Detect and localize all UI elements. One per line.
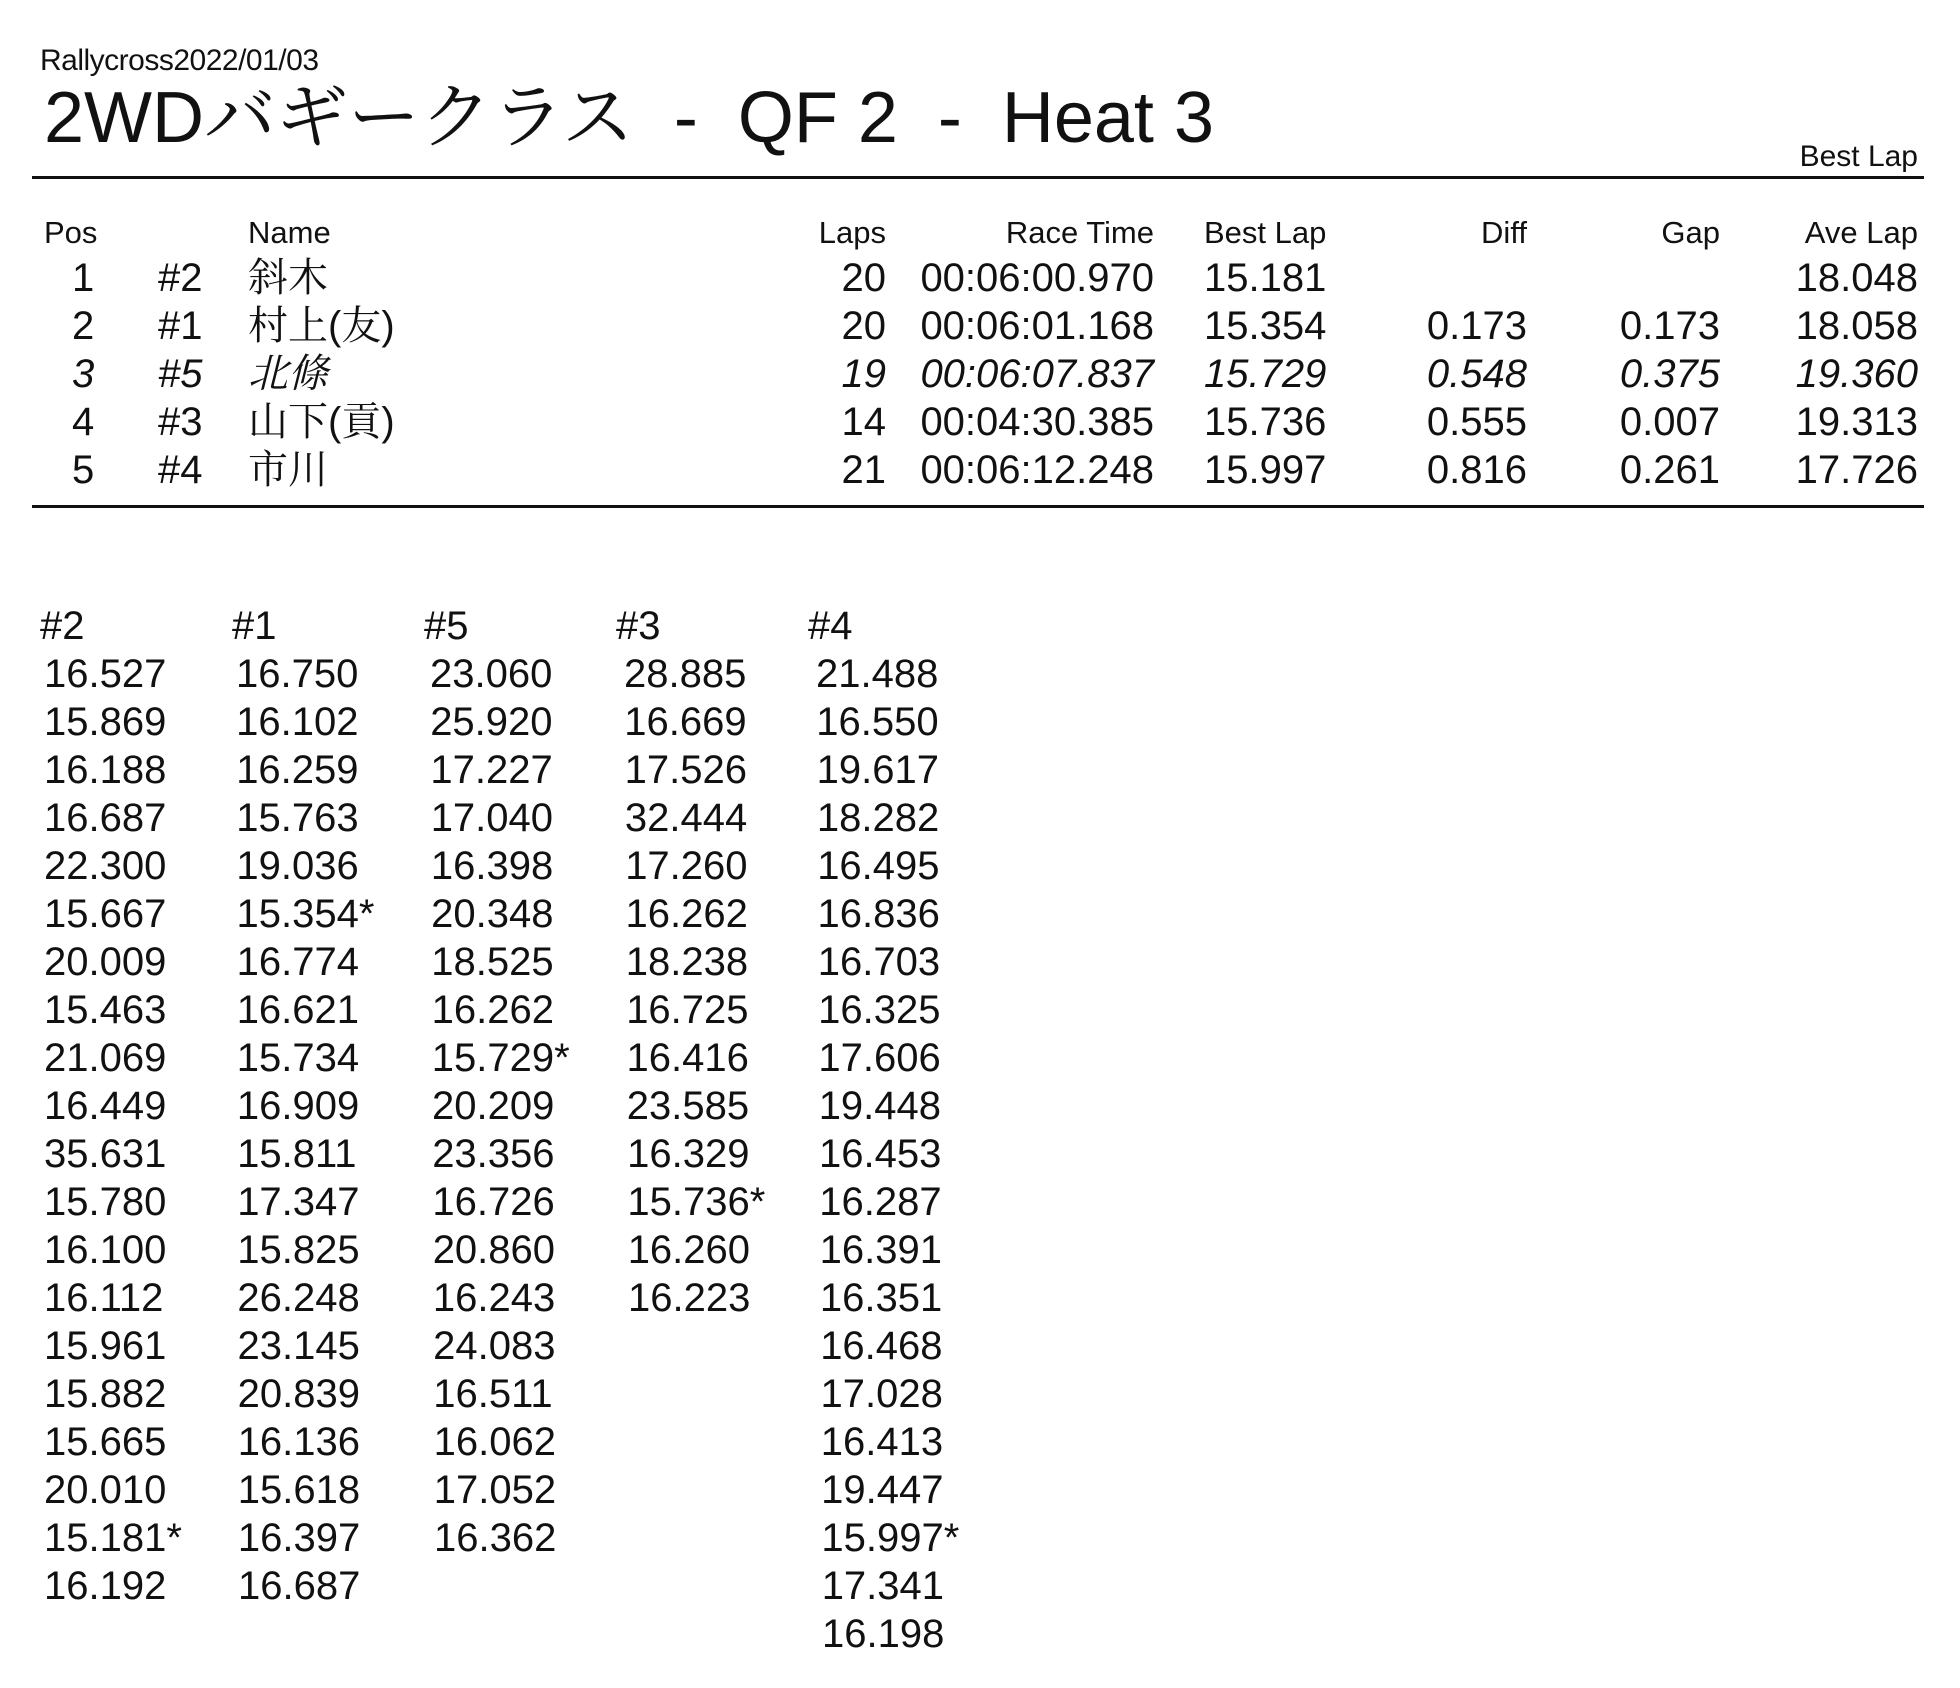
car-number-cell: #3 [158,400,203,444]
event-subtitle: Rallycross2022/01/03 [40,44,319,77]
lap-time: 15.869 [44,700,167,744]
lap-time: 16.453 [819,1132,942,1176]
col-header-gap: Gap [1661,215,1720,250]
lap-time: 15.181* [44,1516,182,1560]
lap-column [232,602,422,1610]
lap-time: 19.617 [816,748,939,792]
laps-cell: 14 [841,400,886,444]
lap-time: 20.839 [237,1372,360,1416]
lap-list [424,650,614,1562]
driver-name-cell: 村上(友) [248,304,395,348]
page-title: 2WDバギークラス - QF 2 - Heat 3 [44,78,1214,158]
col-header-ave-lap: Ave Lap [1804,215,1918,250]
laps-cell: 20 [841,256,886,300]
lap-time: 16.262 [625,892,748,936]
lap-time: 16.329 [627,1132,750,1176]
lap-time: 16.413 [820,1420,944,1464]
col-header-best-lap: Best Lap [1204,215,1327,250]
diff-cell: 0.816 [1426,448,1527,492]
lap-time: 16.449 [44,1084,167,1128]
lap-time: 16.102 [236,700,359,744]
lap-time: 15.811 [237,1132,357,1176]
diff-cell: 0.555 [1426,400,1527,444]
lap-time: 16.260 [627,1228,751,1272]
lap-time: 15.734 [236,1036,360,1080]
lap-column-car-number: #4 [808,604,853,648]
lap-column [808,602,998,1658]
lap-column-car-number: #1 [232,604,277,648]
gap-cell: 0.261 [1619,448,1720,492]
result-row [32,350,1924,398]
lap-time: 16.325 [818,988,941,1032]
car-number-cell: #2 [158,256,203,300]
col-header-pos: Pos [44,215,98,250]
lap-time: 16.351 [819,1276,943,1320]
result-row [32,398,1924,446]
best-lap-cell: 15.729 [1204,352,1327,396]
lap-time: 15.780 [44,1180,167,1224]
lap-time: 18.525 [431,940,554,984]
lap-time: 20.860 [432,1228,556,1272]
lap-time: 16.687 [238,1564,361,1608]
best-lap-cell: 15.354 [1204,304,1327,348]
lap-time: 21.488 [816,652,939,696]
laps-cell: 21 [841,448,886,492]
race-time-cell: 00:04:30.385 [920,400,1154,444]
lap-time: 23.145 [237,1324,360,1368]
pos-cell: 4 [72,400,95,444]
lap-time: 16.112 [44,1276,164,1320]
result-row [32,254,1924,302]
lap-time: 16.621 [236,988,360,1032]
car-number-cell: #1 [158,304,203,348]
lap-time: 15.729* [431,1036,570,1080]
lap-time: 20.010 [44,1468,167,1512]
race-time-cell: 00:06:07.837 [920,352,1154,396]
lap-column-car-number: #2 [40,604,85,648]
col-header-diff: Diff [1481,215,1527,250]
lap-time: 19.448 [818,1084,942,1128]
driver-name-cell: 市川 [248,448,328,492]
ave-lap-cell: 19.313 [1795,400,1918,444]
lap-time: 23.060 [430,652,553,696]
ave-lap-cell: 18.048 [1795,256,1918,300]
col-header-laps: Laps [818,215,886,250]
lap-time: 23.585 [626,1084,750,1128]
lap-time: 15.665 [44,1420,167,1464]
gap-cell: 0.173 [1619,304,1720,348]
driver-name-cell: 斜木 [248,256,328,300]
lap-time: 16.398 [430,844,554,888]
pos-cell: 3 [72,352,95,396]
lap-time: 17.260 [625,844,748,888]
race-time-cell: 00:06:01.168 [920,304,1154,348]
lap-time: 17.526 [624,748,747,792]
lap-time: 15.667 [44,892,167,936]
lap-time: 16.527 [44,652,167,696]
lap-time: 16.192 [44,1564,167,1608]
lap-time: 15.618 [237,1468,361,1512]
lap-time: 19.036 [236,844,359,888]
gap-cell: 0.007 [1619,400,1720,444]
ave-lap-cell: 18.058 [1795,304,1918,348]
lap-time: 16.198 [822,1612,945,1656]
results-table [32,212,1924,494]
pos-cell: 5 [72,448,95,492]
lap-time: 17.227 [430,748,553,792]
lap-time: 16.669 [624,700,747,744]
lap-time: 21.069 [44,1036,167,1080]
lap-time: 19.447 [821,1468,944,1512]
lap-time: 16.100 [44,1228,167,1272]
lap-list [808,650,998,1658]
ave-lap-cell: 17.726 [1795,448,1918,492]
lap-time: 16.416 [626,1036,749,1080]
lap-time: 15.882 [44,1372,167,1416]
lap-time: 26.248 [237,1276,360,1320]
lap-time: 16.750 [236,652,359,696]
best-lap-cell: 15.997 [1204,448,1327,492]
race-time-cell: 00:06:00.970 [920,256,1154,300]
lap-time: 17.606 [818,1036,941,1080]
lap-time: 17.347 [237,1180,360,1224]
lap-list [232,650,422,1610]
lap-time: 23.356 [432,1132,555,1176]
best-lap-cell: 15.181 [1204,256,1327,300]
lap-time: 17.341 [821,1564,945,1608]
lap-time: 20.348 [431,892,554,936]
lap-time: 16.259 [236,748,359,792]
lap-column-car-number: #5 [424,604,469,648]
lap-time: 25.920 [430,700,553,744]
lap-time: 16.136 [237,1420,361,1464]
lap-time: 17.052 [433,1468,557,1512]
lap-time: 16.909 [236,1084,360,1128]
driver-name-cell: 山下(貢) [248,400,395,444]
lap-time: 16.287 [819,1180,942,1224]
lap-time: 17.040 [430,796,554,840]
driver-name-cell: 北條 [248,352,328,396]
lap-time: 17.028 [820,1372,943,1416]
lap-time: 16.243 [432,1276,556,1320]
lap-time: 16.774 [236,940,359,984]
lap-time: 16.550 [816,700,939,744]
lap-column [40,602,230,1610]
lap-time: 16.725 [626,988,749,1032]
pos-cell: 1 [72,256,95,300]
lap-time: 16.397 [237,1516,361,1560]
ave-lap-cell: 19.360 [1795,352,1918,396]
lap-time: 15.736* [627,1180,766,1224]
lap-time: 16.468 [820,1324,943,1368]
lap-time: 16.362 [434,1516,557,1560]
lap-time: 20.209 [432,1084,555,1128]
pos-cell: 2 [72,304,95,348]
lap-time: 15.961 [44,1324,167,1368]
lap-column-car-number: #3 [616,604,661,648]
lap-time: 15.354* [236,892,375,936]
car-number-cell: #4 [158,448,203,492]
lap-list [616,650,806,1322]
laps-cell: 20 [841,304,886,348]
gap-cell: 0.375 [1619,352,1720,396]
header-divider [32,176,1924,179]
result-row [32,302,1924,350]
lap-time: 16.703 [817,940,941,984]
lap-time: 16.391 [819,1228,942,1272]
lap-time: 24.083 [433,1324,556,1368]
lap-time: 16.687 [44,796,167,840]
results-header-row [32,212,1924,254]
diff-cell: 0.173 [1426,304,1527,348]
lap-column [424,602,614,1562]
best-lap-corner-label: Best Lap [1799,140,1918,173]
car-number-cell: #5 [158,352,203,396]
col-header-race-time: Race Time [1005,215,1154,250]
lap-time: 15.997* [821,1516,960,1560]
lap-time: 16.726 [432,1180,555,1224]
best-lap-cell: 15.736 [1204,400,1327,444]
lap-time: 22.300 [44,844,167,888]
laps-cell: 19 [841,352,886,396]
lap-time: 16.262 [431,988,554,1032]
lap-time: 35.631 [44,1132,167,1176]
lap-time: 18.282 [816,796,940,840]
lap-time: 28.885 [624,652,747,696]
lap-time: 32.444 [624,796,748,840]
lap-time: 16.223 [628,1276,751,1320]
lap-time: 16.062 [433,1420,556,1464]
lap-time: 16.836 [817,892,940,936]
lap-time: 15.825 [237,1228,360,1272]
lap-time: 20.009 [44,940,167,984]
col-header-name: Name [248,215,331,250]
lap-time: 18.238 [625,940,749,984]
lap-time: 16.511 [433,1372,553,1416]
lap-time: 15.463 [44,988,167,1032]
lap-time: 16.495 [817,844,940,888]
lap-time: 16.188 [44,748,167,792]
race-time-cell: 00:06:12.248 [920,448,1154,492]
lap-list [40,650,230,1610]
lap-time: 15.763 [236,796,359,840]
lap-column [616,602,806,1322]
diff-cell: 0.548 [1426,352,1527,396]
results-divider [32,505,1924,508]
result-row [32,446,1924,494]
